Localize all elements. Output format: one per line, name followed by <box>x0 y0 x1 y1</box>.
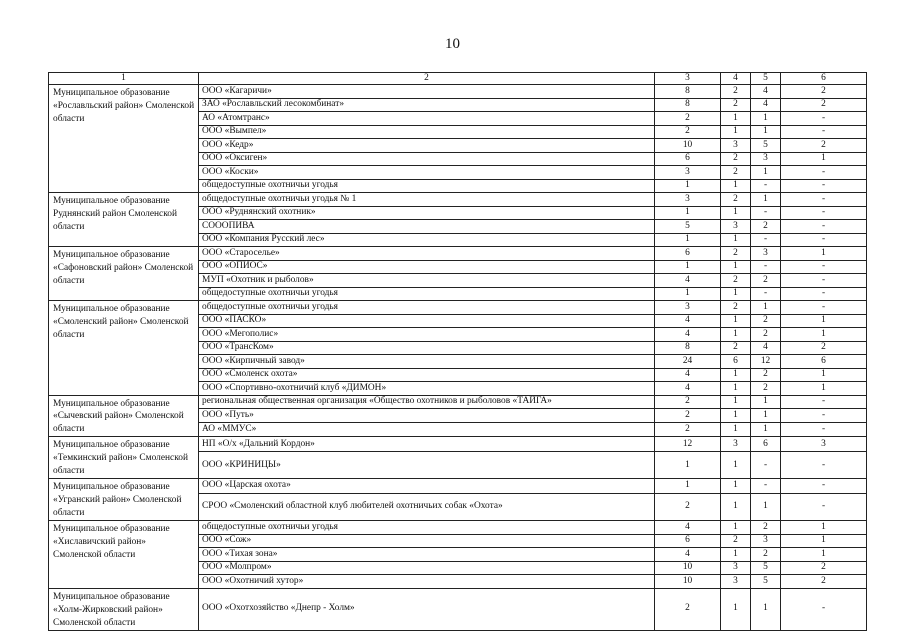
value-cell-col6: - <box>781 112 867 126</box>
value-cell-col6: - <box>781 166 867 180</box>
value-cell-col3: 3 <box>655 301 721 315</box>
table-row <box>49 395 867 409</box>
value-cell-col3: 2 <box>655 409 721 423</box>
value-cell-col5: 2 <box>751 314 781 328</box>
header-cell: 6 <box>781 73 867 85</box>
organization-cell: ООО «Молпром» <box>199 561 655 575</box>
value-cell-col4: 1 <box>721 206 751 220</box>
value-cell-col4: 1 <box>721 179 751 193</box>
value-cell-col4: 1 <box>721 233 751 247</box>
value-cell-col6: - <box>781 206 867 220</box>
value-cell-col3: 5 <box>655 220 721 234</box>
value-cell-col6: - <box>781 301 867 315</box>
organization-cell: общедоступные охотничьи угодья <box>199 179 655 193</box>
value-cell-col3: 4 <box>655 368 721 382</box>
value-cell-col3: 4 <box>655 521 721 535</box>
value-cell-col5: 1 <box>751 125 781 139</box>
value-cell-col6: 1 <box>781 314 867 328</box>
value-cell-col4: 1 <box>721 494 751 521</box>
value-cell-col6: - <box>781 409 867 423</box>
organization-cell: ООО «Староселье» <box>199 247 655 261</box>
value-cell-col4: 1 <box>721 287 751 301</box>
value-cell-col6: - <box>781 588 867 630</box>
organization-cell: ООО «ОПИОС» <box>199 260 655 274</box>
value-cell-col6: 1 <box>781 368 867 382</box>
value-cell-col5: 2 <box>751 382 781 396</box>
value-cell-col3: 6 <box>655 534 721 548</box>
value-cell-col5: - <box>751 452 781 479</box>
organization-cell: ООО «Охотхозяйство «Днепр - Холм» <box>199 588 655 630</box>
table-row <box>49 588 867 630</box>
municipality-cell: Муниципальное образование «Смоленский район» Смоленской области <box>49 301 199 396</box>
value-cell-col6: 6 <box>781 355 867 369</box>
organization-cell: общедоступные охотничьи угодья <box>199 287 655 301</box>
value-cell-col3: 4 <box>655 274 721 288</box>
table-row <box>49 301 867 315</box>
value-cell-col5: - <box>751 179 781 193</box>
value-cell-col3: 1 <box>655 452 721 479</box>
value-cell-col6: - <box>781 220 867 234</box>
value-cell-col3: 6 <box>655 247 721 261</box>
table-row <box>49 85 867 99</box>
value-cell-col4: 1 <box>721 112 751 126</box>
value-cell-col4: 2 <box>721 193 751 207</box>
value-cell-col4: 1 <box>721 395 751 409</box>
value-cell-col5: 2 <box>751 274 781 288</box>
value-cell-col4: 2 <box>721 274 751 288</box>
value-cell-col6: - <box>781 494 867 521</box>
organization-cell: СОООПИВА <box>199 220 655 234</box>
municipality-cell: Муниципальное образование «Темкинский район» Смоленской области <box>49 437 199 479</box>
value-cell-col4: 1 <box>721 479 751 494</box>
value-cell-col4: 2 <box>721 247 751 261</box>
value-cell-col6: 1 <box>781 382 867 396</box>
organization-cell: НП «О/х «Дальний Кордон» <box>199 437 655 452</box>
value-cell-col5: 2 <box>751 220 781 234</box>
header-cell: 5 <box>751 73 781 85</box>
value-cell-col3: 4 <box>655 314 721 328</box>
value-cell-col6: - <box>781 287 867 301</box>
value-cell-col3: 2 <box>655 125 721 139</box>
value-cell-col6: 1 <box>781 247 867 261</box>
organization-cell: ООО «КРИНИЦЫ» <box>199 452 655 479</box>
organization-cell: общедоступные охотничьи угодья <box>199 521 655 535</box>
organization-cell: ООО «ПАСКО» <box>199 314 655 328</box>
municipality-cell: Муниципальное образование «Холм-Жирковский район» Смоленской области <box>49 588 199 630</box>
value-cell-col4: 2 <box>721 534 751 548</box>
value-cell-col5: 5 <box>751 139 781 153</box>
value-cell-col3: 4 <box>655 548 721 562</box>
value-cell-col5: 1 <box>751 409 781 423</box>
table-row <box>49 521 867 535</box>
value-cell-col3: 4 <box>655 328 721 342</box>
value-cell-col6: 3 <box>781 437 867 452</box>
value-cell-col4: 3 <box>721 220 751 234</box>
value-cell-col4: 1 <box>721 548 751 562</box>
value-cell-col4: 3 <box>721 437 751 452</box>
organization-cell: ООО «Компания Русский лес» <box>199 233 655 247</box>
organization-cell: ООО «Сож» <box>199 534 655 548</box>
value-cell-col3: 8 <box>655 85 721 99</box>
value-cell-col6: - <box>781 233 867 247</box>
organization-cell: региональная общественная организация «Общество охотников и рыболовов «ТАЙГА» <box>199 395 655 409</box>
value-cell-col3: 1 <box>655 233 721 247</box>
organization-cell: ООО «Путь» <box>199 409 655 423</box>
value-cell-col3: 10 <box>655 561 721 575</box>
value-cell-col3: 2 <box>655 112 721 126</box>
value-cell-col3: 2 <box>655 494 721 521</box>
value-cell-col5: 3 <box>751 534 781 548</box>
value-cell-col5: 5 <box>751 575 781 589</box>
value-cell-col6: 2 <box>781 98 867 112</box>
value-cell-col6: 2 <box>781 575 867 589</box>
value-cell-col3: 24 <box>655 355 721 369</box>
value-cell-col4: 1 <box>721 314 751 328</box>
value-cell-col5: 1 <box>751 193 781 207</box>
organization-cell: ООО «Кедр» <box>199 139 655 153</box>
value-cell-col4: 6 <box>721 355 751 369</box>
value-cell-col5: 2 <box>751 328 781 342</box>
value-cell-col6: - <box>781 395 867 409</box>
table-row <box>49 437 867 452</box>
organization-cell: ООО «Мегополис» <box>199 328 655 342</box>
table-row <box>49 247 867 261</box>
value-cell-col4: 1 <box>721 452 751 479</box>
value-cell-col3: 1 <box>655 179 721 193</box>
page-number: 10 <box>445 36 460 52</box>
value-cell-col3: 1 <box>655 260 721 274</box>
value-cell-col5: - <box>751 260 781 274</box>
value-cell-col5: - <box>751 233 781 247</box>
table-row <box>49 193 867 207</box>
municipality-cell: Муниципальное образование «Рославльский район» Смоленской области <box>49 85 199 193</box>
value-cell-col6: - <box>781 125 867 139</box>
value-cell-col3: 2 <box>655 395 721 409</box>
value-cell-col4: 1 <box>721 125 751 139</box>
value-cell-col5: 4 <box>751 341 781 355</box>
value-cell-col3: 6 <box>655 152 721 166</box>
organization-cell: ООО «Охотничий хутор» <box>199 575 655 589</box>
value-cell-col4: 2 <box>721 341 751 355</box>
value-cell-col5: 12 <box>751 355 781 369</box>
header-cell: 1 <box>49 73 199 85</box>
value-cell-col6: - <box>781 260 867 274</box>
organization-cell: ЗАО «Рославльский лесокомбинат» <box>199 98 655 112</box>
organization-cell: ООО «Царская охота» <box>199 479 655 494</box>
value-cell-col5: 4 <box>751 98 781 112</box>
value-cell-col3: 3 <box>655 166 721 180</box>
value-cell-col4: 2 <box>721 301 751 315</box>
value-cell-col5: - <box>751 206 781 220</box>
value-cell-col6: - <box>781 193 867 207</box>
value-cell-col4: 1 <box>721 328 751 342</box>
value-cell-col6: 2 <box>781 561 867 575</box>
value-cell-col6: 1 <box>781 152 867 166</box>
value-cell-col5: - <box>751 287 781 301</box>
organization-cell: ООО «Кагаричи» <box>199 85 655 99</box>
value-cell-col5: 2 <box>751 521 781 535</box>
value-cell-col6: 1 <box>781 328 867 342</box>
value-cell-col4: 2 <box>721 152 751 166</box>
organization-cell: СРОО «Смоленский областной клуб любителей охотничьих собак «Охота» <box>199 494 655 521</box>
value-cell-col3: 12 <box>655 437 721 452</box>
organization-cell: АО «ММУС» <box>199 423 655 437</box>
value-cell-col6: - <box>781 423 867 437</box>
value-cell-col3: 1 <box>655 206 721 220</box>
value-cell-col4: 1 <box>721 368 751 382</box>
value-cell-col4: 2 <box>721 166 751 180</box>
header-cell: 2 <box>199 73 655 85</box>
value-cell-col6: 1 <box>781 534 867 548</box>
value-cell-col3: 2 <box>655 423 721 437</box>
value-cell-col3: 10 <box>655 139 721 153</box>
organization-cell: ООО «Смоленск охота» <box>199 368 655 382</box>
value-cell-col3: 3 <box>655 193 721 207</box>
organization-cell: АО «Атомтранс» <box>199 112 655 126</box>
organization-cell: ООО «Спортивно-охотничий клуб «ДИМОН» <box>199 382 655 396</box>
table-header-row <box>49 73 867 85</box>
municipality-cell: Муниципальное образование «Сафоновский район» Смоленской области <box>49 247 199 301</box>
value-cell-col6: 2 <box>781 341 867 355</box>
value-cell-col5: 5 <box>751 561 781 575</box>
value-cell-col6: 2 <box>781 139 867 153</box>
table-row <box>49 479 867 494</box>
organization-cell: общедоступные охотничьи угодья № 1 <box>199 193 655 207</box>
value-cell-col4: 2 <box>721 98 751 112</box>
value-cell-col3: 10 <box>655 575 721 589</box>
value-cell-col4: 3 <box>721 575 751 589</box>
value-cell-col6: 1 <box>781 521 867 535</box>
value-cell-col4: 1 <box>721 260 751 274</box>
value-cell-col4: 1 <box>721 588 751 630</box>
value-cell-col5: 1 <box>751 166 781 180</box>
value-cell-col6: - <box>781 179 867 193</box>
municipality-cell: Муниципальное образование Руднянский район Смоленской области <box>49 193 199 247</box>
value-cell-col3: 1 <box>655 479 721 494</box>
value-cell-col6: 2 <box>781 85 867 99</box>
value-cell-col6: 1 <box>781 548 867 562</box>
value-cell-col5: 1 <box>751 494 781 521</box>
header-cell: 4 <box>721 73 751 85</box>
value-cell-col4: 2 <box>721 85 751 99</box>
value-cell-col5: 1 <box>751 112 781 126</box>
value-cell-col5: 1 <box>751 423 781 437</box>
value-cell-col5: 2 <box>751 548 781 562</box>
organization-cell: ООО «Руднянский охотник» <box>199 206 655 220</box>
organization-cell: общедоступные охотничьи угодья <box>199 301 655 315</box>
organization-cell: ООО «Кирпичный завод» <box>199 355 655 369</box>
value-cell-col5: 1 <box>751 588 781 630</box>
value-cell-col6: - <box>781 479 867 494</box>
value-cell-col4: 1 <box>721 521 751 535</box>
value-cell-col4: 3 <box>721 139 751 153</box>
value-cell-col3: 8 <box>655 341 721 355</box>
value-cell-col4: 3 <box>721 561 751 575</box>
value-cell-col5: 6 <box>751 437 781 452</box>
value-cell-col3: 4 <box>655 382 721 396</box>
organization-cell: ООО «Тихая зона» <box>199 548 655 562</box>
municipality-cell: Муниципальное образование «Сычевский район» Смоленской области <box>49 395 199 437</box>
header-cell: 3 <box>655 73 721 85</box>
value-cell-col5: 4 <box>751 85 781 99</box>
value-cell-col4: 1 <box>721 409 751 423</box>
value-cell-col5: 1 <box>751 395 781 409</box>
organization-cell: ООО «Вымпел» <box>199 125 655 139</box>
value-cell-col4: 1 <box>721 382 751 396</box>
value-cell-col5: - <box>751 479 781 494</box>
value-cell-col5: 1 <box>751 301 781 315</box>
value-cell-col6: - <box>781 452 867 479</box>
value-cell-col3: 2 <box>655 588 721 630</box>
organization-cell: МУП «Охотник и рыболов» <box>199 274 655 288</box>
value-cell-col3: 1 <box>655 287 721 301</box>
value-cell-col5: 3 <box>751 152 781 166</box>
organization-cell: ООО «Коски» <box>199 166 655 180</box>
organization-cell: ООО «ТрансКом» <box>199 341 655 355</box>
value-cell-col6: - <box>781 274 867 288</box>
hunting-grounds-table <box>48 72 867 631</box>
municipality-cell: Муниципальное образование «Хиславичский район» Смоленской области <box>49 521 199 589</box>
value-cell-col5: 2 <box>751 368 781 382</box>
organization-cell: ООО «Оксиген» <box>199 152 655 166</box>
municipality-cell: Муниципальное образование «Угранский район» Смоленской области <box>49 479 199 521</box>
value-cell-col3: 8 <box>655 98 721 112</box>
value-cell-col4: 1 <box>721 423 751 437</box>
value-cell-col5: 3 <box>751 247 781 261</box>
